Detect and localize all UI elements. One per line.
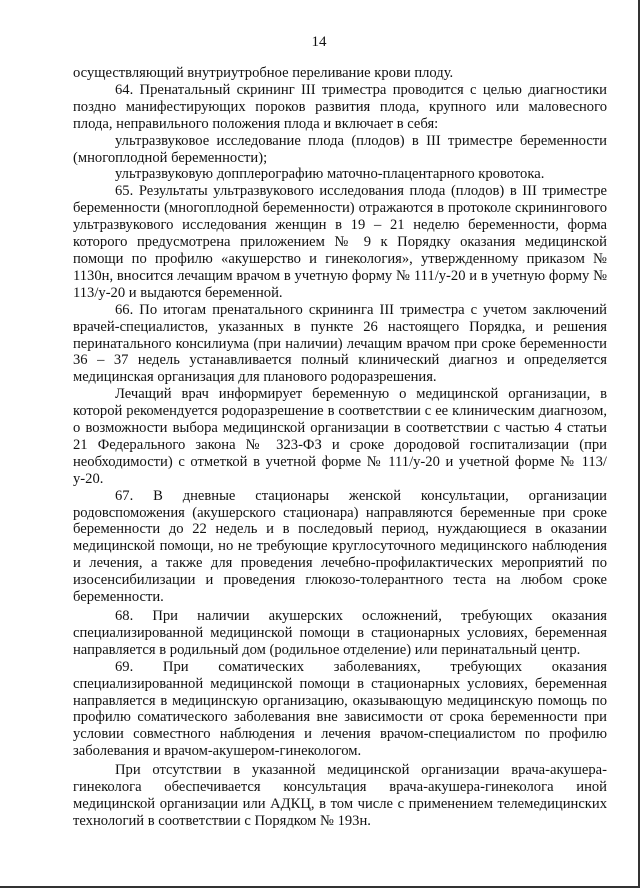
paragraph-68: 68. При наличии акушерских осложнений, требующих оказания специализированной медицинской помощи в стационарных условиях, беременная направляется в родильный дом (родильное отделение) или перинатальный центр.	[73, 608, 607, 658]
paragraph-64-item-ultrasound: ультразвуковое исследование плода (плодов) в III триместре беременности (многоплодной беременности);	[73, 132, 607, 166]
page-number: 14	[311, 34, 327, 50]
paragraph-65: 65. Результаты ультразвукового исследования плода (плодов) в III триместре беременности (многоплодной беременности) отражаются в протоколе скринингового ультразвукового исследования женщин в 19 – 21 неделю беременности, форма которого предусмотрена приложением № 9 к Порядку оказания медицинской помощи по профилю «акушерство и гинекология», утвержденному приказом № 1130н, вносится лечащим врачом в учетную форму № 111/у-20 и в учетную форму № 113/у-20 и выдаются беременной.	[73, 183, 607, 301]
paragraph-67: 67. В дневные стационары женской консультации, организации родовспоможения (акушерского стационара) направляются беременные при сроке беременности до 22 недель и в последовый период, нуждающиеся в оказании медицинской помощи, но не требующие круглосуточного медицинского наблюдения и лечения, а также для проведения лечебно-профилактических мероприятий по изосенсибилизации и проведения глюкозо-толерантного теста на любом сроке беременности.	[73, 487, 607, 606]
paragraph-64: 64. Пренатальный скрининг III триместра проводится с целью диагностики поздно манифестирующих пороков развития плода, крупного или маловесного плода, неправильного положения плода и включает в себя:	[73, 81, 607, 132]
paragraph-69-absence: При отсутствии в указанной медицинской организации врача-акушера-гинеколога обеспечивается консультация врача-акушера-гинеколога иной медицинской организации или АДКЦ, в том числе с применением телемедицинских технологий в соответствии с Порядком № 193н.	[73, 762, 607, 829]
document-body	[73, 65, 607, 830]
paragraph-continuation: осуществляющий внутриутробное переливание крови плоду.	[73, 65, 454, 81]
paragraph-66: 66. По итогам пренатального скрининга III триместра с учетом заключений врачей-специалистов, указанных в пункте 26 настоящего Порядка, и решения перинатального консилиума (при наличии) лечащим врачом при сроке беременности 36 – 37 недель устанавливается полный клинический диагноз и определяется медицинская организация для планового родоразрешения.	[73, 301, 607, 386]
paragraph-69: 69. При соматических заболеваниях, требующих оказания специализированной медицинской помощи в стационарных условиях, беременная направляется в медицинскую организацию, оказывающую медицинскую помощь по профилю соматического заболевания вне зависимости от срока беременности при условии совместного наблюдения и лечения врачом-специалистом по профилю заболевания и врачом-акушером-гинекологом.	[73, 658, 607, 760]
paragraph-64-item-doppler: ультразвуковую допплерографию маточно-плацентарного кровотока.	[115, 166, 545, 183]
paragraph-66-physician: Лечащий врач информирует беременную о медицинской организации, в которой рекомендуется родоразрешение в соответствии с ее клиническим диагнозом, о возможности выбора медицинской организации в соответствии с частью 4 статьи 21 Федерального закона № 323-ФЗ и сроке дородовой госпитализации (при необходимости) с отметкой в учетной форме № 111/у-20 и учетной форме № 113/у-20.	[73, 386, 607, 487]
